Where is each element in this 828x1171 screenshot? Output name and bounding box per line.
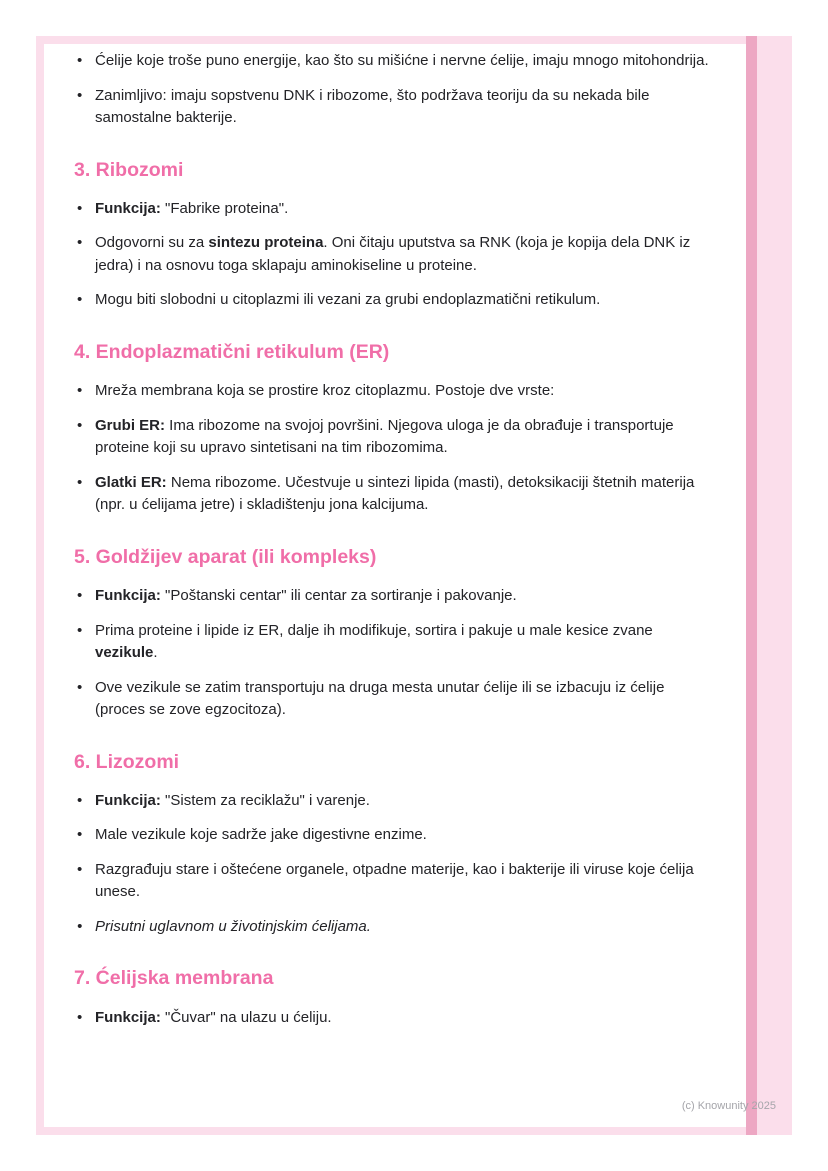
section-heading: 5. Goldžijev aparat (ili kompleks) [74,545,377,568]
watermark-copyright: (c) Knowunity 2025 [681,1100,776,1112]
text-segment: Nema ribozome. Učestvuje u sintezi lipida (masti), detoksikaciji štetnih materija (npr. u ćelijama jetre) i skladištenju jona kalcijuma. [95,473,695,514]
text-segment: "Čuvar" na ulazu u ćeliju. [160,1008,332,1026]
text-segment: Ima ribozome na svojoj površini. Njegova uloga je da obrađuje i transportuje proteine koji su upravo sintetisani na tim ribozomima. [95,416,674,457]
bold-text: Funkcija: [95,791,161,809]
text-segment: "Sistem za reciklažu" i varenje. [160,791,370,809]
list-item [74,472,716,517]
section-heading: 3. Ribozomi [74,158,184,181]
section-heading: 7. Ćelijska membrana [74,967,274,990]
text-segment: . [153,644,158,662]
list-item [74,380,716,403]
bold-text: Funkcija: [95,1008,161,1026]
list-item [74,415,716,460]
text-segment: Mogu biti slobodni u citoplazmi ili vezani za grubi endoplazmatični retikulum. [95,291,601,309]
bullet-list [74,1007,716,1030]
page-edge-stripe [746,36,757,1135]
text-segment: Mreža membrana koja se prostire kroz citoplazmu. Postoje dve vrste: [95,382,555,400]
bold-text: vezikule [95,644,154,662]
list-item [74,585,716,608]
text-segment: "Fabrike proteina". [160,199,289,217]
bold-text: Glatki ER: [95,473,167,491]
bullet-list [74,380,716,517]
text-segment: Odgovorni su za [95,234,209,252]
document-content-area [44,44,746,1127]
text-segment: Prisutni uglavnom u životinjskim ćelijama. [95,917,371,935]
text-segment: . Oni čitaju uputstva sa RNK (koja je kopija dela DNK iz jedra) i na osnovu toga sklapaju aminokiseline u proteine. [95,234,691,274]
bold-text: Funkcija: [95,587,161,605]
list-item [74,790,716,813]
list-item [74,289,716,312]
list-item [74,1007,716,1030]
list-item [74,85,716,130]
section-heading: 4. Endoplazmatični retikulum (ER) [74,340,390,363]
bold-text: Funkcija: [95,199,161,217]
list-item [74,232,716,277]
text-segment: Prima proteine i lipide iz ER, dalje ih modifikuje, sortira i pakuje u male kesice zvane [95,621,653,639]
list-item [74,50,716,73]
text-segment: Male vezikule koje sadrže jake digestivne enzime. [95,826,427,844]
document-content [74,50,716,1041]
text-segment: Razgrađuju stare i oštećene organele, otpadne materije, kao i bakterije ili viruse koje ćelija unese. [95,860,694,901]
list-item [74,620,716,665]
text-segment: Zanimljivo: imaju sopstvenu DNK i ribozome, što podržava teoriju da su nekada bile samostalne bakterije. [95,86,650,126]
list-item [74,824,716,847]
list-item [74,859,716,904]
bold-text: sintezu proteina [208,234,324,252]
text-segment: Ćelije koje troše puno energije, kao što su mišićne i nervne ćelije, imaju mnogo mitohondrija. [95,52,709,69]
bullet-list [74,198,716,312]
list-item [74,916,716,939]
text-segment: "Poštanski centar" ili centar za sortiranje i pakovanje. [160,587,517,605]
text-segment: Ove vezikule se zatim transportuju na druga mesta unutar ćelije ili se izbacuju iz ćelije (proces se zove egzocitoza). [95,678,665,719]
bullet-list [74,50,716,130]
list-item [74,198,716,221]
document-page [36,36,792,1135]
bullet-list [74,585,716,722]
bold-text: Grubi ER: [95,416,165,434]
list-item [74,677,716,722]
bullet-list [74,790,716,939]
section-heading: 6. Lizozomi [74,750,180,773]
